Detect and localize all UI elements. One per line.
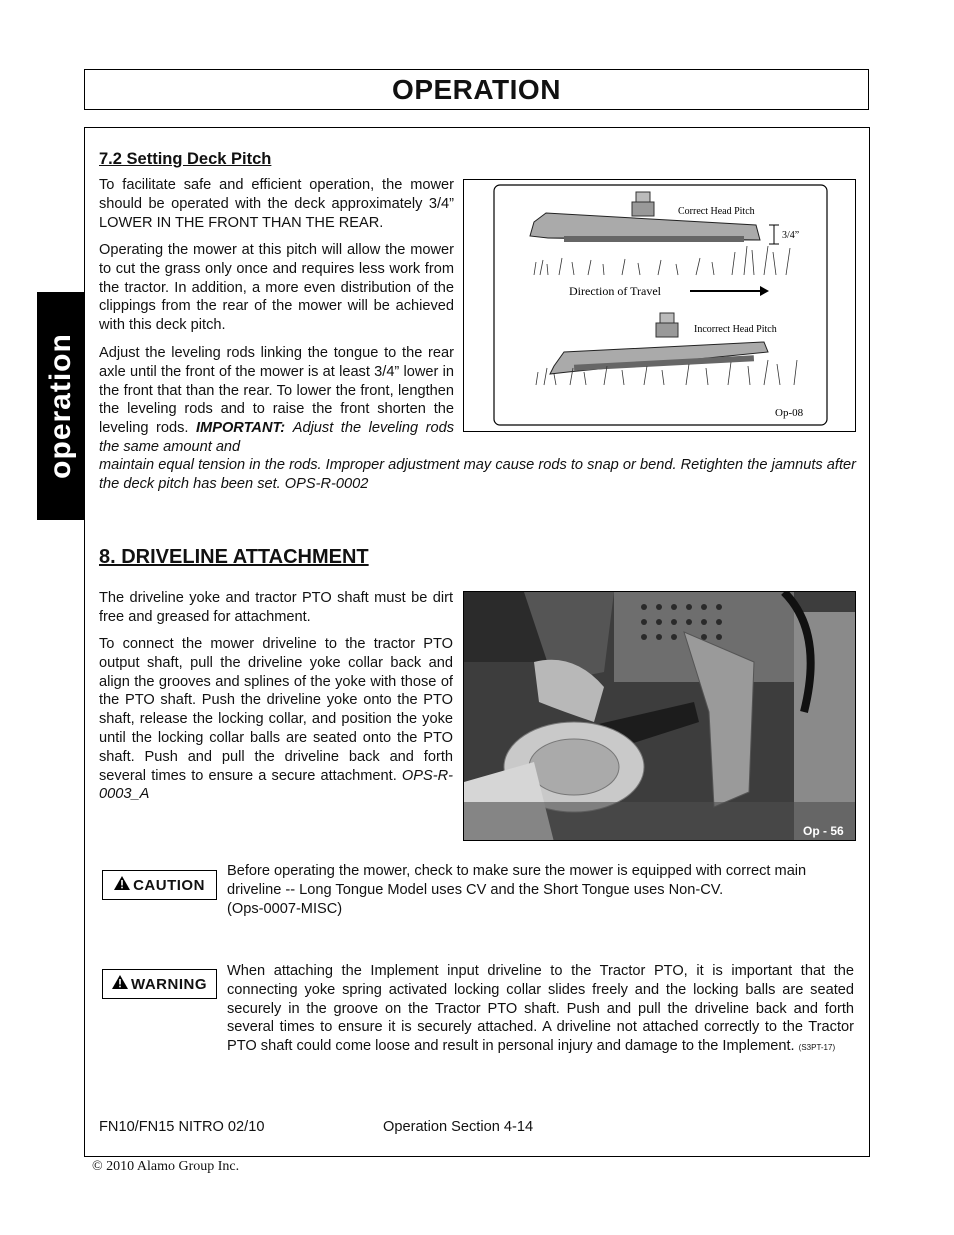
driveline-photo-image: [464, 592, 856, 841]
caution-ref: (Ops-0007-MISC): [227, 900, 343, 917]
section-heading-driveline: 8. DRIVELINE ATTACHMENT: [99, 546, 369, 568]
caution-text: [227, 862, 854, 918]
caution-badge: [102, 870, 217, 900]
footer-model: FN10/FN15 NITRO 02/10: [99, 1119, 265, 1135]
deck-pitch-para-3b: Adjust the leveling rods the same amount and: [99, 420, 455, 455]
driveline-para-1: The driveline yoke and tractor PTO shaft must be dirt free and greased for attachment.: [99, 590, 453, 625]
page-header: [84, 69, 869, 110]
warning-body: When attaching the Implement input driveline to the Tractor PTO, it is important that the connecting yoke spring activated locking collar slides freely and the locking balls are seated securely in the groove on the Tractor PTO shaft. Push and pull the driveline back and forth several times to ensure it is securely attached. A driveline not attached correctly to the Tractor PTO shaft could come loose and result in personal injury and damage to the Implement.: [227, 963, 854, 1055]
photo-id-label: Op - 56: [803, 824, 844, 838]
figure-id-label: Op-08: [775, 407, 804, 419]
driveline-para-2: [99, 635, 453, 804]
deck-pitch-para-1: To facilitate safe and efficient operation, the mower should be operated with the deck approximately 3/4” LOWER IN THE FRONT THAN THE REAR.: [99, 177, 454, 231]
deck-pitch-figure: [463, 179, 856, 432]
driveline-para-2-text: To connect the mower driveline to the tractor PTO output shaft, pull the driveline yoke collar back and align the grooves and splines of the yoke with those of the PTO shaft. Push the driveline yoke onto the PTO shaft, release the locking collar, and position the yoke until the locking collar balls are seated onto the PTO shaft. Push and pull the driveline back and forth several times to ensure a secure attachment.: [99, 636, 453, 784]
deck-pitch-para-2: Operating the mower at this pitch will allow the mower to cut the grass only once and requires less work from the tractor. In addition, a more even distribution of the clippings from the rear of the mower will be achieved with this deck pitch.: [99, 242, 454, 334]
correct-pitch-label: Correct Head Pitch: [678, 206, 755, 217]
side-tab-label: operation: [43, 333, 77, 479]
side-tab: [37, 292, 84, 520]
important-label: IMPORTANT:: [196, 420, 286, 437]
measure-label: 3/4”: [782, 230, 800, 241]
caution-body: Before operating the mower, check to make sure the mower is equipped with correct main driveline -- Long Tongue Model uses CV and the Short Tongue uses Non-CV.: [227, 863, 807, 898]
warning-text: [227, 962, 854, 1058]
section-heading-deck-pitch: 7.2 Setting Deck Pitch: [99, 150, 272, 168]
warning-triangle-icon: [114, 876, 130, 894]
incorrect-pitch-label: Incorrect Head Pitch: [694, 324, 777, 335]
driveline-para-2-ref: OPS-R-0003_A: [99, 767, 453, 803]
deck-pitch-para-3c: maintain equal tension in the rods. Improper adjustment may cause rods to snap or bend. Retighten the jamnuts after the deck pitch has been set. OPS-R-0002: [99, 457, 856, 492]
footer-section: Operation Section 4-14: [383, 1119, 534, 1135]
page-title: OPERATION: [392, 73, 561, 105]
warning-triangle-icon: [112, 975, 128, 993]
caution-badge-label: CAUTION: [133, 876, 205, 894]
footer-copyright: © 2010 Alamo Group Inc.: [92, 1159, 240, 1174]
warning-badge-label: WARNING: [131, 975, 207, 993]
warning-badge: [102, 969, 217, 999]
deck-pitch-para-3a: Adjust the leveling rods linking the tongue to the rear axle until the front of the mower is at least 3/4” lower in the front that than the rear. To lower the front, lengthen the leveling rods and to raise the front shorten the leveling rods.: [99, 345, 454, 437]
warning-ref: (S3PT-17): [798, 1043, 836, 1053]
direction-label: Direction of Travel: [569, 284, 661, 298]
deck-pitch-diagram: [464, 180, 855, 431]
deck-pitch-para-3: [99, 344, 454, 457]
driveline-photo: [463, 591, 856, 841]
